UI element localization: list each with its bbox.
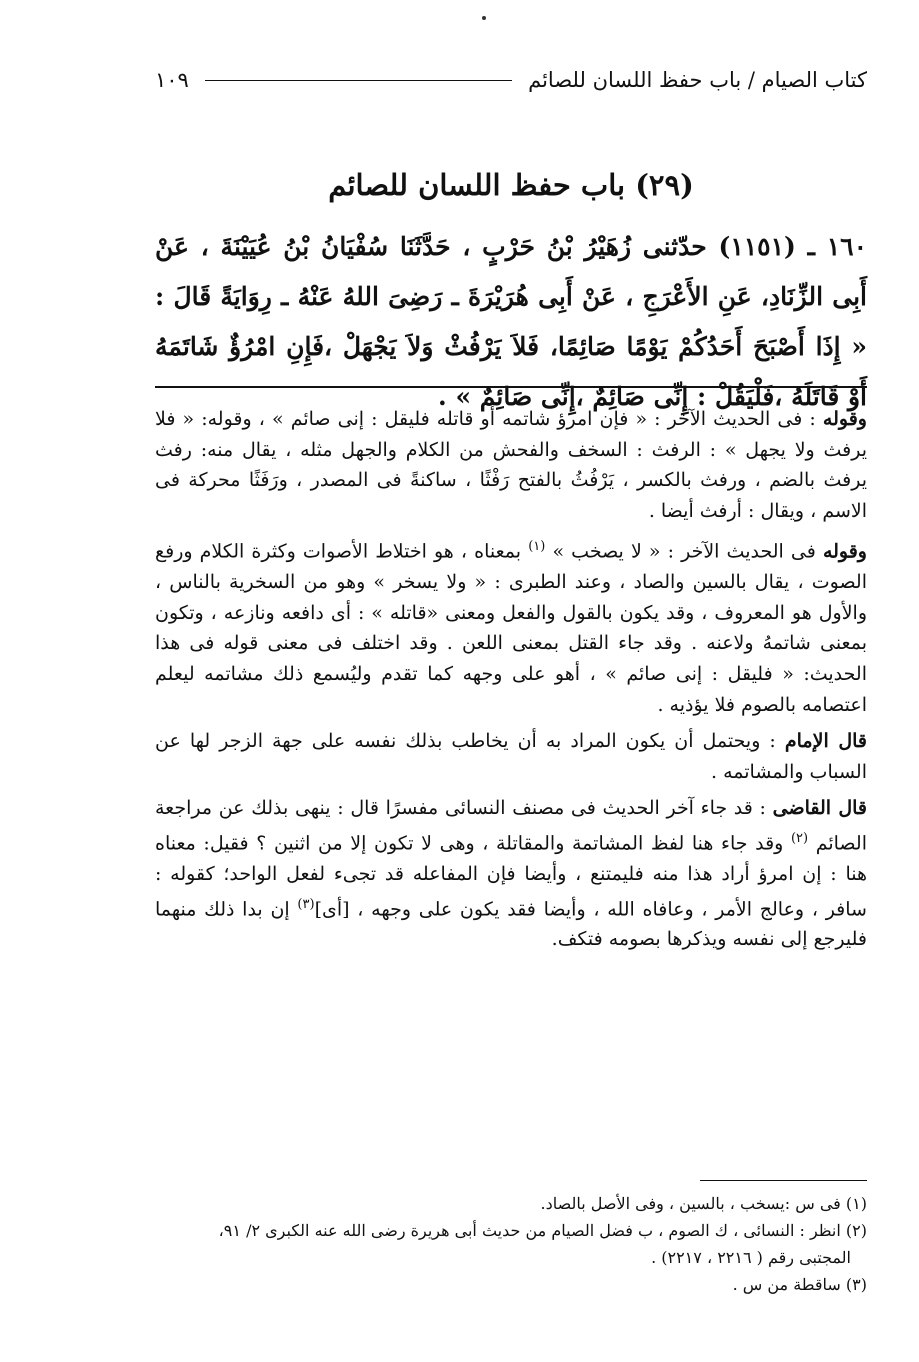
- running-title: كتاب الصيام / باب حفظ اللسان للصائم: [528, 68, 867, 92]
- commentary: [155, 404, 867, 961]
- header-rule: [205, 80, 512, 81]
- footnote-ref: (٣): [297, 896, 315, 912]
- print-speck: [482, 16, 486, 20]
- footnote-ref: (١): [528, 539, 546, 555]
- paragraph-text: : فى الحديث الآخر : « فإن امرؤ شاتمه أو قاتله فليقل : إنى صائم » ، وقوله: « فلا يرفث ولا يجهل » : الرفث : السخف والفحش من الكلام والجهل مثله ، يقال منه: رفث يرفث بالضم ، ورفث بالكسر ، يَرْفُثُ بالفتح رَفْثًا ، ساكنةً فى المصدر ، ورَفَثًا محركة فى الاسم ، ويقال : أرفث أيضا .: [155, 408, 867, 522]
- footnote: (١) فى س :يسخب ، بالسين ، وفى الأصل بالصاد.: [540, 1194, 867, 1213]
- section-divider: [155, 386, 867, 388]
- footnote-continuation: المجتبى رقم ( ٢٢١٦ ، ٢٢١٧) .: [651, 1248, 851, 1267]
- commentary-paragraph: [155, 404, 867, 526]
- paragraph-text: فى الحديث الآخر : « لا يصخب »: [552, 540, 816, 563]
- paragraph-lead: قال الإمام: [784, 730, 868, 753]
- footnote-divider: [700, 1180, 867, 1181]
- paragraph-lead: وقوله: [822, 540, 867, 563]
- footnote-ref: (٢): [790, 831, 809, 847]
- paragraph-text: وقد جاء هنا لفظ المشاتمة والمقاتلة ، وهى لا تكون إلا من اثنين ؟ فقيل: معناه هنا : إن امرؤ أراد هذا منه فليمتنع ، وأيضا فإن المفاعله قد تجىء لفعل الواحد؛ كقوله : سافر ، وعالج الأمر ، وعافاه الله ، وأيضا فقد يكون على وجهه ، [أى]: [155, 832, 867, 920]
- running-header: [155, 62, 867, 98]
- paragraph-text: بمعناه ، هو اختلاط الأصوات وكثرة الكلام ورفع الصوت ، يقال بالسين والصاد ، وعند الطبرى : « ولا يسخر » وهو من السخرية بالناس ، والأول هو المعروف ، وقد يكون بالقول والفعل ومعنى «قاتله » : أى دافعه ونازعه ، وتكون بمعنى شاتمهُ ولاعنه . وقد جاء القتل بمعنى اللعن . وقد اختلف فى معنى قوله فى هذا الحديث: « فليقل : إنى صائم » ، أهو على وجهه كما تقدم وليُسمع ذلك مشاتمه ليعلم اعتصامه بالصوم فلا يؤذيه .: [155, 540, 867, 716]
- footnote: (٢) انظر : النسائى ، ك الصوم ، ب فضل الصيام من حديث أبى هريرة رضى الله عنه الكبرى ٢/ ٩١،: [218, 1221, 867, 1240]
- paragraph-text: : قد جاء آخر الحديث فى مصنف النسائى مفسرًا قال : ينهى بذلك عن مراجعة الصائم: [155, 797, 867, 855]
- hadith-text: ١٦٠ ـ (١١٥١) حدّثنى زُهَيْرُ بْنُ حَرْبٍ ، حَدَّثَنَا سُفْيَانُ بْنُ عُيَيْنَةَ ، عَنْ أَبِى الزِّنَادِ، عَنِ الأَعْرَجِ ، عَنْ أَبِى هُرَيْرَةَ ـ رَضِىَ اللهُ عَنْهُ ـ رِوَايَةً قَالَ : « إِذَا أَصْبَحَ أَحَدُكُمْ يَوْمًا صَائِمًا، فَلاَ يَرْفُثْ وَلاَ يَجْهَلْ ،فَإِنِ امْرُؤٌ شَاتَمَهُ أَوْ قَاتَلَهُ ،فَلْيَقُلْ : إِنِّى صَائِمٌ ،إِنِّى صَائِمٌ » .: [155, 232, 868, 411]
- footnotes: [155, 1190, 867, 1298]
- commentary-paragraph: [155, 793, 867, 955]
- commentary-paragraph: [155, 726, 867, 787]
- footnote: (٣) ساقطة من س .: [732, 1275, 867, 1294]
- paragraph-lead: وقوله: [822, 408, 867, 430]
- page-number: ١٠٩: [155, 68, 189, 92]
- chapter-title: (٢٩) باب حفظ اللسان للصائم: [328, 168, 694, 202]
- paragraph-text: : ويحتمل أن يكون المراد به أن يخاطب بذلك نفسه على جهة الزجر لها عن السباب والمشاتمه .: [155, 730, 867, 783]
- commentary-paragraph: [155, 532, 867, 720]
- paragraph-text: إن بدا ذلك منهما فليرجع إلى نفسه ويذكرها بصومه فتكف.: [155, 897, 867, 951]
- paragraph-lead: قال القاضى: [772, 797, 867, 820]
